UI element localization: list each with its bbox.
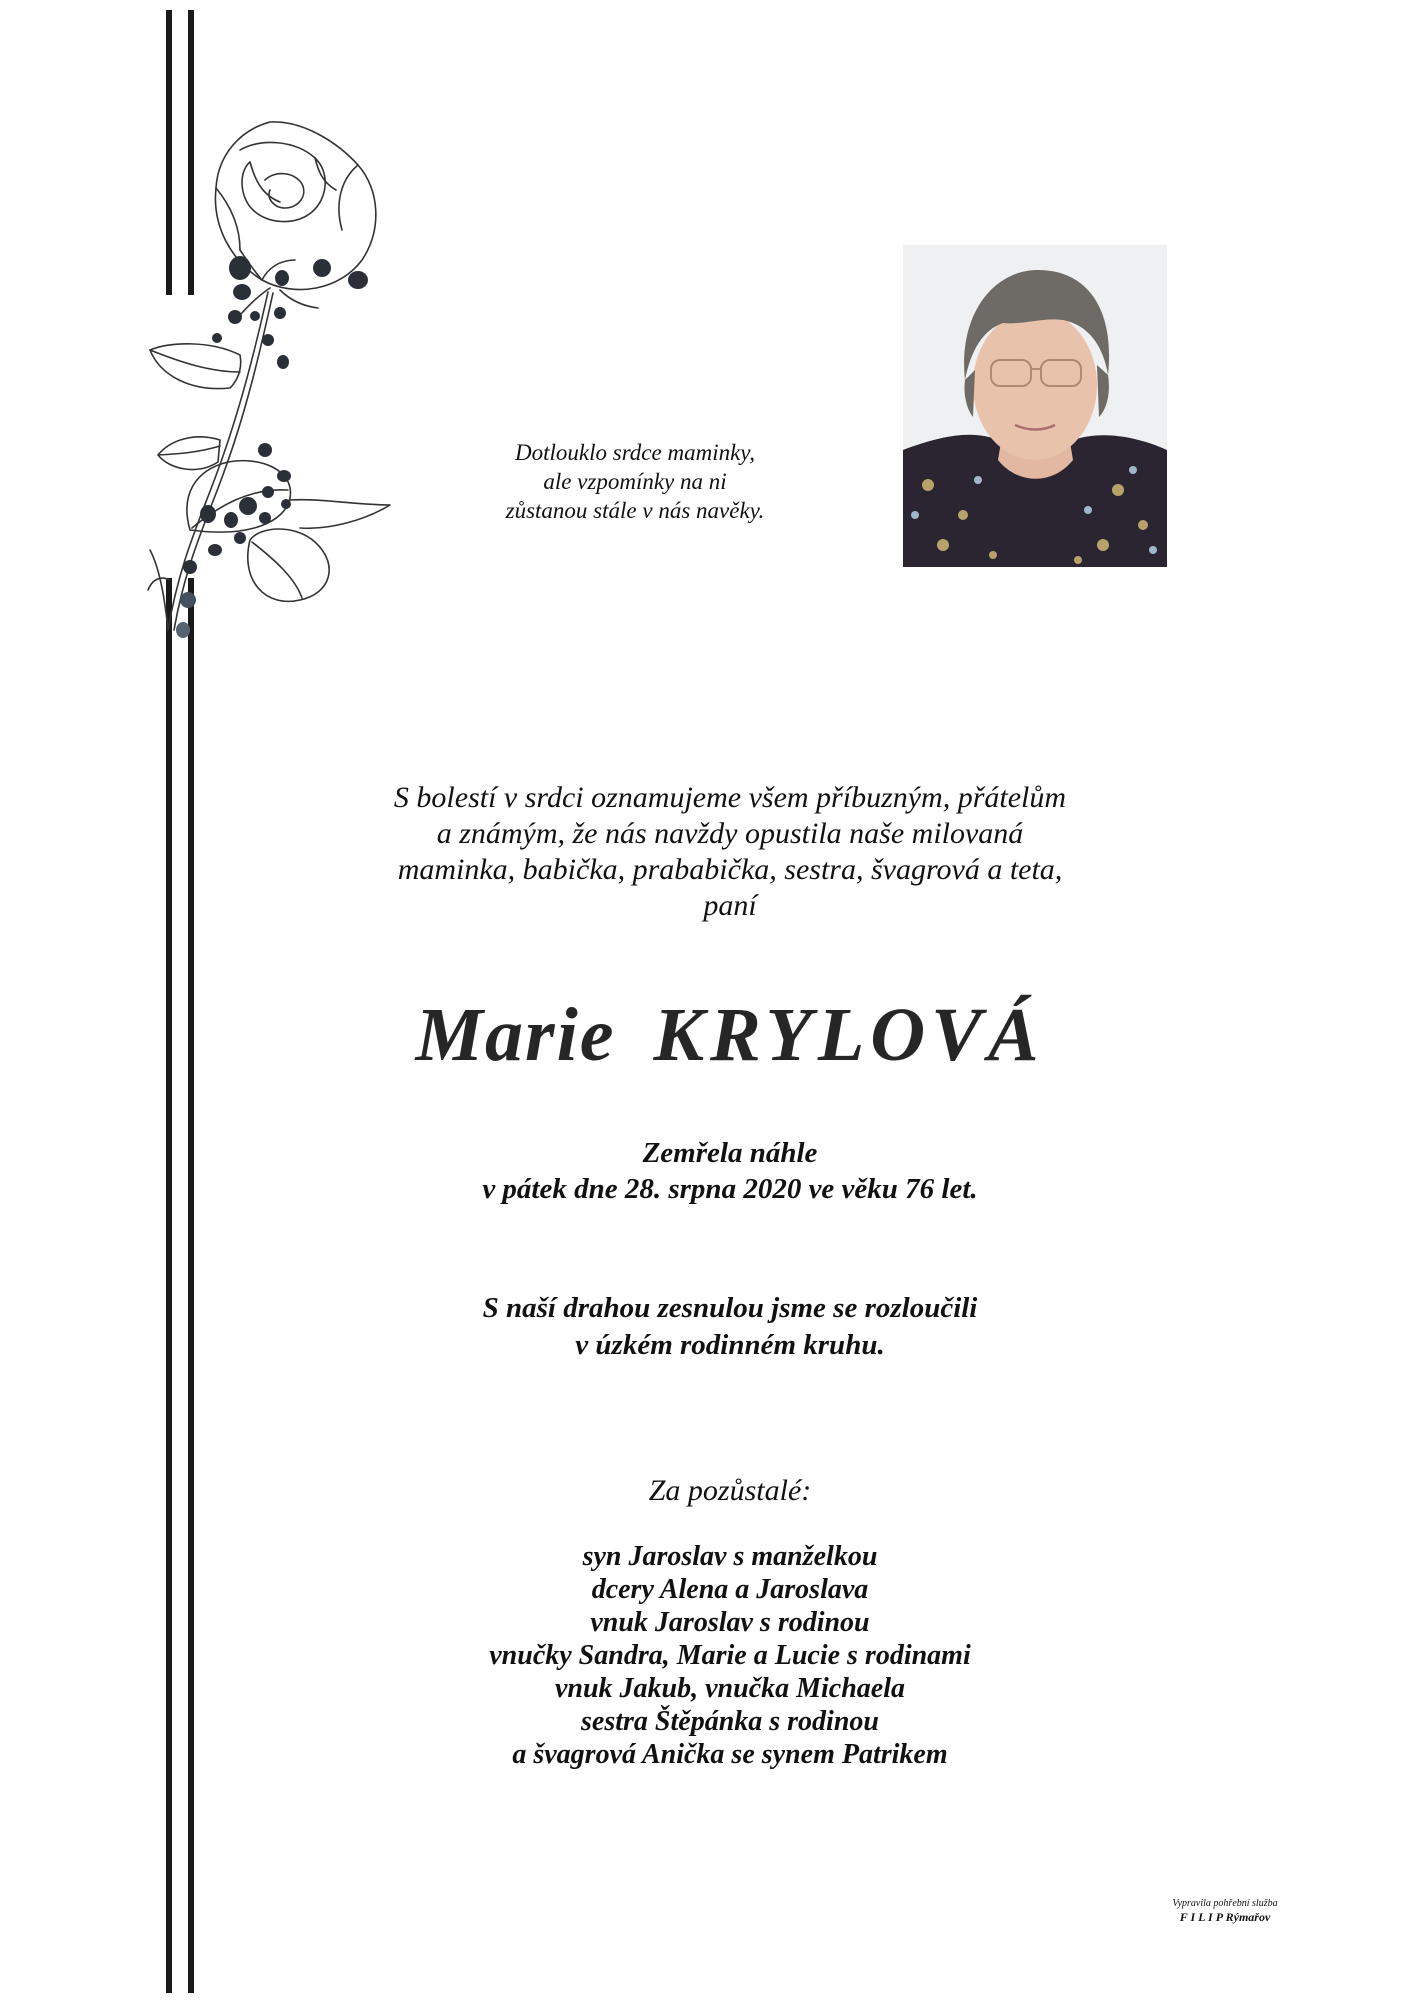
deceased-name bbox=[300, 990, 1160, 1080]
farewell-text bbox=[300, 1290, 1160, 1364]
motto-line: Dotlouklo srdce maminky, bbox=[515, 440, 755, 465]
survivors-list bbox=[300, 1540, 1160, 1771]
motto-verse bbox=[450, 438, 820, 525]
announcement-line: a známým, že nás navždy opustila naše milovaná bbox=[436, 817, 1024, 850]
farewell-line: S naší drahou zesnulou jsme se rozloučili bbox=[482, 1292, 978, 1324]
announcement-line: S bolestí v srdci oznamujeme všem příbuzným, přátelům bbox=[393, 781, 1067, 814]
survivor-item: a švagrová Anička se synem Patrikem bbox=[512, 1739, 948, 1770]
survivor-item: sestra Štěpánka s rodinou bbox=[581, 1706, 879, 1737]
rose-illustration bbox=[90, 110, 450, 810]
undertaker-label: Vypravila pohřební služba bbox=[1172, 1898, 1278, 1909]
farewell-line: v úzkém rodinném kruhu. bbox=[575, 1329, 885, 1361]
announcement-text bbox=[300, 780, 1160, 924]
survivor-item: vnučky Sandra, Marie a Lucie s rodinami bbox=[489, 1640, 971, 1671]
survivor-item: dcery Alena a Jaroslava bbox=[591, 1574, 869, 1605]
motto-line: ale vzpomínky na ni bbox=[543, 469, 727, 494]
death-line: Zemřela náhle bbox=[642, 1137, 818, 1169]
survivor-item: vnuk Jakub, vnučka Michaela bbox=[554, 1673, 906, 1704]
first-name: Marie bbox=[415, 993, 616, 1077]
announcement-line: maminka, babička, prababička, sestra, švagrová a teta, bbox=[397, 853, 1063, 886]
undertaker-credit bbox=[1120, 1897, 1330, 1925]
announcement-line: paní bbox=[703, 889, 757, 922]
last-name: KRYLOVÁ bbox=[653, 993, 1045, 1077]
death-line: v pátek dne 28. srpna 2020 ve věku 76 let. bbox=[482, 1173, 978, 1205]
survivor-item: vnuk Jaroslav s rodinou bbox=[590, 1607, 870, 1638]
survivors-title: Za pozůstalé: bbox=[648, 1474, 812, 1507]
survivor-item: syn Jaroslav s manželkou bbox=[582, 1541, 878, 1572]
death-info bbox=[300, 1135, 1160, 1207]
motto-line: zůstanou stále v nás navěky. bbox=[505, 498, 765, 523]
undertaker-firm: F I L I P Rýmařov bbox=[1179, 1910, 1271, 1924]
portrait-photo bbox=[903, 245, 1167, 567]
